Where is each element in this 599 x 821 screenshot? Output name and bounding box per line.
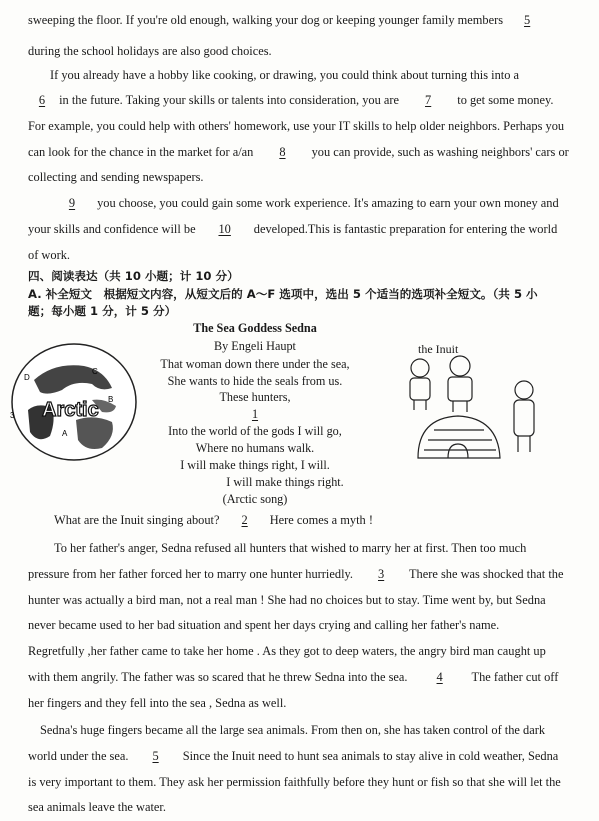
poem-line: That woman down there under the sea, (160, 357, 350, 371)
story-text: world under the sea. (28, 749, 129, 763)
passage-line (28, 118, 571, 134)
blank-10[interactable]: 10 (218, 222, 231, 236)
map-letter: B (108, 395, 114, 404)
blank-5-story[interactable]: 5 (152, 749, 159, 763)
blank-4[interactable]: 4 (436, 670, 443, 684)
story-line (28, 669, 571, 685)
passage-text: during the school holidays are also good choices. (28, 44, 272, 58)
poem-title: The Sea Goddess Sedna (193, 321, 317, 335)
passage-text: can look for the chance in the market for a/an (28, 145, 254, 159)
poem-line: Into the world of the gods I will go, (168, 424, 342, 438)
story-text: never became used to her bad situation and spent her days crying and calling her father's name. (28, 618, 500, 632)
passage-line (50, 67, 571, 83)
passage-line (28, 169, 571, 185)
passage-text: your skills and confidence will be (28, 222, 196, 236)
story-line (28, 748, 571, 764)
story-line (28, 799, 571, 815)
blank-8[interactable]: 8 (279, 145, 286, 159)
blank-2[interactable]: 2 (241, 513, 248, 527)
poem-line: Where no humans walk. (195, 441, 315, 455)
poem-line: I will make things right, I will. (180, 458, 330, 472)
map-label: Arctic (42, 399, 99, 421)
story-text: To her father's anger, Sedna refused all hunters that wished to marry her at first. Then too much (54, 541, 527, 555)
passage-text: If you already have a hobby like cooking, or drawing, you could think about turning this into a (50, 68, 520, 82)
arctic-map-image (4, 340, 144, 464)
passage-text: of work. (28, 248, 70, 262)
poem-blank-line (140, 406, 370, 422)
story-line (40, 722, 571, 738)
passage-text: you can provide, such as washing neighbors' cars or (311, 145, 569, 159)
story-text: pressure from her father forced her to marry one hunter hurriedly. (28, 567, 353, 581)
story-text: her fingers and they fell into the sea , Sedna as well. (28, 696, 287, 710)
inuit-label: the Inuit (418, 342, 459, 356)
story-line (28, 643, 571, 659)
passage-text: For example, you could help with others' homework, use your IT skills to help older neighbors. Perhaps you (28, 119, 565, 133)
map-letter: C (92, 367, 98, 376)
passage-line (28, 43, 571, 59)
passage-line (28, 12, 571, 28)
blank-1[interactable]: 1 (251, 407, 259, 421)
story-text: There she was shocked that the (408, 567, 564, 581)
poem-author: By Engeli Haupt (214, 339, 296, 353)
story-text: The father cut off (471, 670, 559, 684)
story-line (28, 566, 571, 582)
passage-text: to get some money. (457, 93, 554, 107)
story-line (28, 617, 571, 633)
story-text: What are the Inuit singing about? (54, 513, 220, 527)
poem-line: She wants to hide the seals from us. (167, 374, 343, 388)
story-text: Sedna's huge fingers became all the large sea animals. From then on, she has taken control of the dark (40, 723, 546, 737)
passage-line (28, 144, 571, 160)
passage-line (50, 195, 571, 211)
map-letter: D (24, 373, 30, 382)
passage-line (28, 92, 571, 108)
blank-3[interactable]: 3 (378, 567, 385, 581)
passage-text: you choose, you could gain some work experience. It's amazing to earn your own money and (97, 196, 559, 210)
story-line (28, 695, 571, 711)
passage-line (28, 221, 571, 237)
story-line (28, 592, 571, 608)
story-line (54, 512, 571, 528)
passage-text: in the future. Taking your skills or talents into consideration, you are (59, 93, 400, 107)
poem-line: (Arctic song) (222, 492, 288, 506)
blank-9[interactable]: 9 (68, 196, 76, 210)
passage-text: developed.This is fantastic preparation for entering the world (253, 222, 558, 236)
story-text: is very important to them. They ask her permission faithfully before they hunt or fish so that she will let the (28, 775, 561, 789)
poem-line: I will make things right. (226, 475, 344, 489)
section-instruction: A. 补全短文 根据短文内容，从短文后的 A～F 选项中，选出 5 个适当的选项补全短文。（共 5 小 (28, 287, 538, 301)
passage-text: sweeping the floor. If you're old enough, walking your dog or keeping younger family members (28, 13, 504, 27)
blank-7[interactable]: 7 (425, 93, 432, 107)
story-line (54, 540, 571, 556)
story-text: sea animals leave the water. (28, 800, 166, 814)
section-instruction: 题；每小题 1 分，计 5 分） (28, 304, 177, 318)
story-text: with them angrily. The father was so scared that he threw Sedna into the sea. (28, 670, 408, 684)
inuit-illustration (398, 340, 546, 464)
blank-6[interactable]: 6 (38, 93, 46, 107)
story-line (28, 774, 571, 790)
poem-line: These hunters, (219, 390, 291, 404)
passage-line (28, 247, 571, 263)
story-text: Regretfully ,her father came to take her home . As they got to deep waters, the angry bird man caught up (28, 644, 546, 658)
map-letter: 3 (10, 411, 15, 420)
story-text: Here comes a myth ! (269, 513, 373, 527)
blank-5[interactable]: 5 (524, 13, 531, 27)
story-text: hunter was actually a bird man, not a real man ! She had no choices but to stay. Time went by, but Sedna (28, 593, 546, 607)
section-heading: 四、阅读表达（共 10 小题；计 10 分） (28, 269, 239, 283)
map-letter: A (62, 429, 68, 438)
passage-text: collecting and sending newspapers. (28, 170, 204, 184)
story-text: Since the Inuit need to hunt sea animals to stay alive in cold weather, Sedna (182, 749, 559, 763)
